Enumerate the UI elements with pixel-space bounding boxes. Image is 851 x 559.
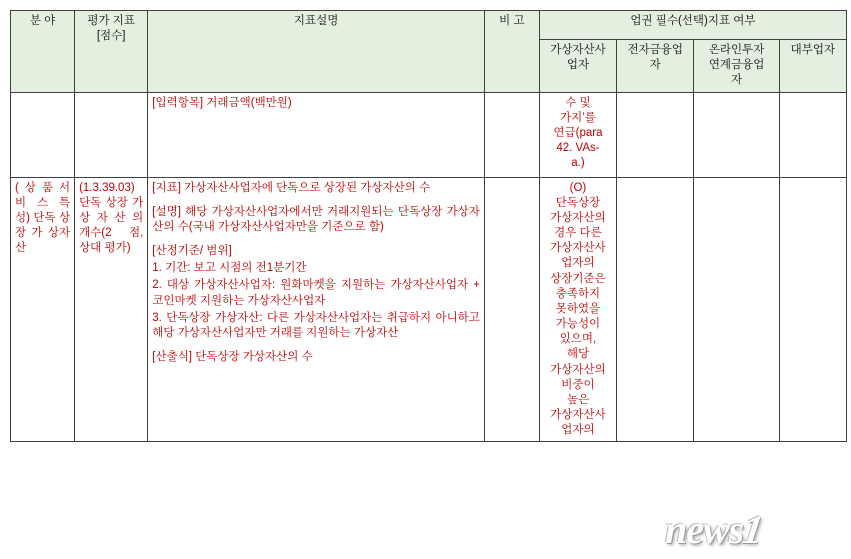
watermark-number: 1 [740, 507, 766, 552]
vasp-line: 업자의 [561, 257, 595, 270]
description-line: [지표] 가상자산사업자에 단독으로 상장된 가상자산의 수 [152, 181, 431, 194]
vasp-line: 못하였을 [555, 302, 601, 315]
header-sub-vasp [539, 40, 616, 93]
cell-loan [779, 92, 846, 177]
vasp-line: 가지’를 [560, 111, 596, 124]
description-line: 3. 단독상장 가상자산: 다른 가상자산사업자는 취급하지 아니하고 해당 가상자산사업자만 거래를 지원하는 가상자산 [152, 311, 480, 339]
vasp-line: 충족하지 [555, 287, 601, 300]
header-sub-online-p2p-line1: 온라인투자 [708, 44, 765, 56]
vasp-line: 연급(para [553, 126, 603, 139]
cell-note [484, 92, 539, 177]
cell-vasp [539, 177, 616, 442]
header-metric [75, 11, 148, 93]
header-sub-efinance-line2: 자 [649, 59, 661, 72]
cell-note [484, 177, 539, 442]
description-line: [산출식] 단독상장 가상자산의 수 [152, 351, 313, 364]
cell-area: ( 상 품 서 비 스 특 성) 단독 상장 가 상자산 [11, 177, 75, 442]
header-sub-loan-line1: 대부업자 [790, 44, 836, 56]
vasp-line: 42. VAs- [556, 142, 600, 155]
vasp-line: 가상자산사 [550, 409, 606, 422]
vasp-line: 경우 다른 [554, 227, 602, 240]
header-metric-line1: 평가 지표 [87, 15, 135, 27]
vasp-line: 가능성이 [555, 318, 601, 331]
cell-online-p2p [694, 177, 779, 442]
header-sub-online-p2p-line3: 자 [731, 74, 743, 87]
cell-vasp [539, 92, 616, 177]
table-header [11, 11, 847, 93]
header-area: 분 야 [11, 11, 75, 93]
description-line: [산정기준/ 범위] [152, 245, 232, 258]
header-sub-loan [779, 40, 846, 93]
watermark-text [665, 507, 766, 552]
vasp-line: 있으며, [559, 333, 597, 346]
cell-description [148, 92, 485, 177]
cell-efinance [617, 177, 694, 442]
header-sub-vasp-line2: 업자 [566, 59, 590, 72]
header-sub-online-p2p-line2: 연계금융업 [708, 59, 765, 72]
vasp-line: a.) [571, 157, 585, 170]
header-metric-line2: [점수] [96, 30, 126, 43]
cell-metric [75, 92, 148, 177]
vasp-line: 높은 [566, 393, 590, 406]
vasp-line: 상장기준은 [550, 272, 606, 285]
description-line: 2. 대상 가상자산사업자: 원화마켓을 지원하는 가상자산사업자 + 코인마켓 지원하는 가상자산사업자 [152, 279, 480, 307]
header-sub-vasp-line1: 가상자산사 [550, 44, 606, 56]
vasp-line: 업자의 [561, 424, 595, 437]
table-body [11, 92, 847, 442]
vasp-line: 수 및 [565, 96, 591, 109]
table-row [11, 177, 847, 442]
cell-metric: (1.3.39.03) 단독 상장 가 상 자 산 의 개수(2 점, 상대 평가) [75, 177, 148, 442]
vasp-line: 단독상장 [555, 196, 601, 209]
cell-online-p2p [694, 92, 779, 177]
header-description: 지표설명 [148, 11, 485, 93]
cell-description [148, 177, 485, 442]
cell-efinance [617, 92, 694, 177]
news1-watermark [665, 507, 837, 553]
description-line: [입력항목] 거래금액(백만원) [152, 96, 292, 109]
header-sub-online-p2p [694, 40, 779, 93]
header-note: 비 고 [484, 11, 539, 93]
cell-loan [779, 177, 846, 442]
vasp-line: 비중이 [561, 378, 595, 391]
cell-area [11, 92, 75, 177]
description-line: [설명] 해당 가상자산사업자에서만 거래지원되는 단독상장 가상자산의 수(국내 가상자산사업자만을 기준으로 함) [152, 205, 480, 233]
vasp-line: 해당 [566, 348, 590, 361]
vasp-line: 가상자산의 [550, 211, 606, 224]
table-header-row-1 [11, 11, 847, 40]
indicator-table [10, 10, 847, 442]
vasp-line: (O) [569, 181, 587, 194]
vasp-line: 가상자산의 [550, 363, 606, 376]
watermark-word: news [665, 507, 744, 552]
description-line: 1. 기간: 보고 시점의 전1분기간 [152, 262, 307, 275]
header-sub-efinance [617, 40, 694, 93]
header-group-license: 업권 필수(선택)지표 여부 [539, 11, 846, 40]
table-row [11, 92, 847, 177]
vasp-line: 가상자산사 [550, 242, 606, 255]
header-sub-efinance-line1: 전자금융업 [627, 44, 683, 56]
